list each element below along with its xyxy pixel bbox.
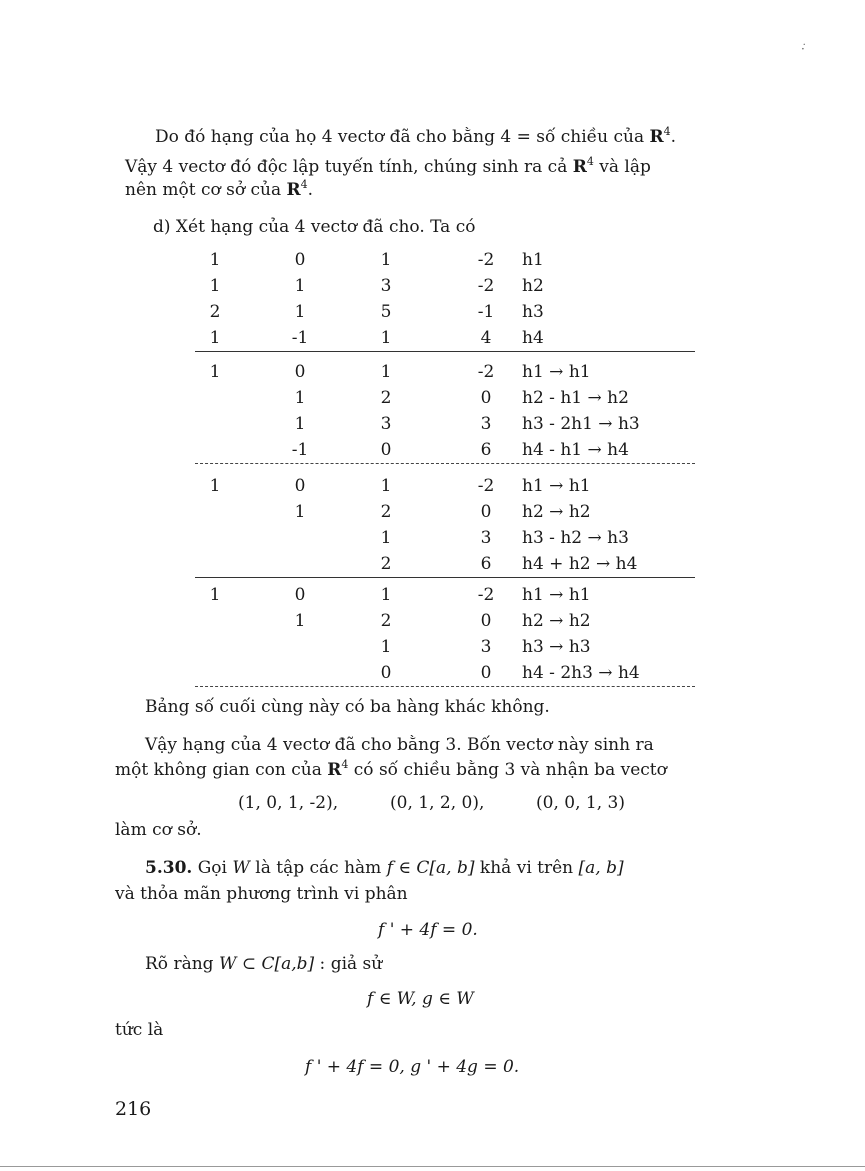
matrix-cell: 1 xyxy=(380,476,392,496)
para1-line3: nên một cơ sở của $R^4$. xyxy=(125,178,314,200)
matrix-cell: 0 xyxy=(380,440,392,460)
matrix-cell: 1 xyxy=(209,476,221,496)
matrix-cell: -1 xyxy=(477,302,495,322)
matrix-cell: 1 xyxy=(209,585,221,605)
matrix-cell: 1 xyxy=(294,414,306,434)
matrix-cell: 4 xyxy=(480,328,492,348)
matrix-cell: 1 xyxy=(294,276,306,296)
row-operation: h1 → h1 xyxy=(522,585,591,605)
row-operation: h2 xyxy=(522,276,544,296)
matrix-cell: 0 xyxy=(380,663,392,683)
basis-vector-2: (0, 1, 2, 0), xyxy=(390,793,485,813)
row-operation: h4 xyxy=(522,328,544,348)
matrix-cell: 0 xyxy=(294,476,306,496)
matrix-cell: 6 xyxy=(480,554,492,574)
para2-line1: Vậy hạng của 4 vectơ đã cho bằng 3. Bốn vectơ này sinh ra xyxy=(145,735,654,755)
matrix-cell: 2 xyxy=(380,611,392,631)
block-separator xyxy=(195,577,695,578)
para1-line2: Vậy 4 vectơ đó độc lập tuyến tính, chúng sinh ra cả $R^4$ và lập xyxy=(125,155,651,177)
matrix-cell: 6 xyxy=(480,440,492,460)
matrix-cell: 1 xyxy=(294,388,306,408)
exercise-530-line1: 5.30. Gọi W là tập các hàm f ∈ C[a, b] khả vi trên [a, b] xyxy=(145,858,624,878)
row-operation: h3 xyxy=(522,302,544,322)
matrix-cell: 1 xyxy=(380,585,392,605)
matrix-cell: 1 xyxy=(209,250,221,270)
block-separator xyxy=(195,463,695,464)
matrix-cell: 3 xyxy=(380,276,392,296)
matrix-cell: 1 xyxy=(294,611,306,631)
matrix-cell: 1 xyxy=(209,276,221,296)
row-operation: h1 → h1 xyxy=(522,362,591,382)
after-table-text: Bảng số cuối cùng này có ba hàng khác không. xyxy=(145,697,550,717)
equation-2: f ∈ W, g ∈ W xyxy=(367,989,474,1009)
exercise-530-line4: tức là xyxy=(115,1020,164,1040)
block-separator xyxy=(195,686,695,687)
exercise-530-line3: Rõ ràng W ⊂ C[a,b] : giả sử xyxy=(145,954,383,974)
row-operation: h3 → h3 xyxy=(522,637,591,657)
matrix-cell: 0 xyxy=(294,362,306,382)
matrix-cell: -1 xyxy=(291,440,309,460)
matrix-cell: -2 xyxy=(477,250,495,270)
matrix-cell: -2 xyxy=(477,362,495,382)
matrix-cell: 2 xyxy=(380,502,392,522)
matrix-cell: 2 xyxy=(209,302,221,322)
matrix-cell: 1 xyxy=(380,528,392,548)
row-operation: h4 - h1 → h4 xyxy=(522,440,629,460)
para2-line4: làm cơ sở. xyxy=(115,820,202,840)
row-operation: h4 - 2h3 → h4 xyxy=(522,663,640,683)
matrix-cell: 1 xyxy=(380,328,392,348)
matrix-cell: 1 xyxy=(294,302,306,322)
row-operation: h3 - 2h1 → h3 xyxy=(522,414,640,434)
exercise-530-line2: và thỏa mãn phương trình vi phân xyxy=(115,884,408,904)
matrix-cell: 0 xyxy=(294,585,306,605)
matrix-cell: 2 xyxy=(380,554,392,574)
basis-vector-1: (1, 0, 1, -2), xyxy=(238,793,339,813)
equation-1: f ' + 4f = 0. xyxy=(378,920,478,940)
equation-3: f ' + 4f = 0, g ' + 4g = 0. xyxy=(305,1057,520,1077)
matrix-cell: 0 xyxy=(480,663,492,683)
matrix-cell: 1 xyxy=(294,502,306,522)
matrix-cell: -2 xyxy=(477,476,495,496)
matrix-cell: -2 xyxy=(477,276,495,296)
matrix-cell: 2 xyxy=(380,388,392,408)
matrix-cell: 0 xyxy=(480,388,492,408)
matrix-cell: 3 xyxy=(480,528,492,548)
row-operation: h1 xyxy=(522,250,544,270)
row-operation: h2 - h1 → h2 xyxy=(522,388,629,408)
row-operation: h2 → h2 xyxy=(522,611,591,631)
part-d-heading: d) Xét hạng của 4 vectơ đã cho. Ta có xyxy=(153,217,476,237)
para1-line1: Do đó hạng của họ 4 vectơ đã cho bằng 4 = số chiều của $R^4$. xyxy=(155,125,677,147)
para2-line2: một không gian con của $R^4$ có số chiều bằng 3 và nhận ba vectơ xyxy=(115,758,667,780)
matrix-cell: 1 xyxy=(209,362,221,382)
matrix-cell: -1 xyxy=(291,328,309,348)
matrix-cell: 3 xyxy=(480,414,492,434)
matrix-cell: 0 xyxy=(294,250,306,270)
page-speck: ·͘ xyxy=(801,42,805,56)
matrix-cell: 0 xyxy=(480,611,492,631)
matrix-cell: 1 xyxy=(209,328,221,348)
matrix-cell: 5 xyxy=(380,302,392,322)
bottom-edge-rule xyxy=(0,1166,865,1167)
matrix-cell: 1 xyxy=(380,362,392,382)
row-operation: h1 → h1 xyxy=(522,476,591,496)
basis-vector-3: (0, 0, 1, 3) xyxy=(536,793,625,813)
row-operation: h3 - h2 → h3 xyxy=(522,528,629,548)
row-operation: h2 → h2 xyxy=(522,502,591,522)
matrix-cell: 3 xyxy=(380,414,392,434)
matrix-cell: 1 xyxy=(380,250,392,270)
block-separator xyxy=(195,351,695,352)
matrix-cell: 0 xyxy=(480,502,492,522)
matrix-cell: 3 xyxy=(480,637,492,657)
page-number: 216 xyxy=(115,1098,152,1120)
row-operation: h4 + h2 → h4 xyxy=(522,554,638,574)
matrix-cell: -2 xyxy=(477,585,495,605)
matrix-cell: 1 xyxy=(380,637,392,657)
